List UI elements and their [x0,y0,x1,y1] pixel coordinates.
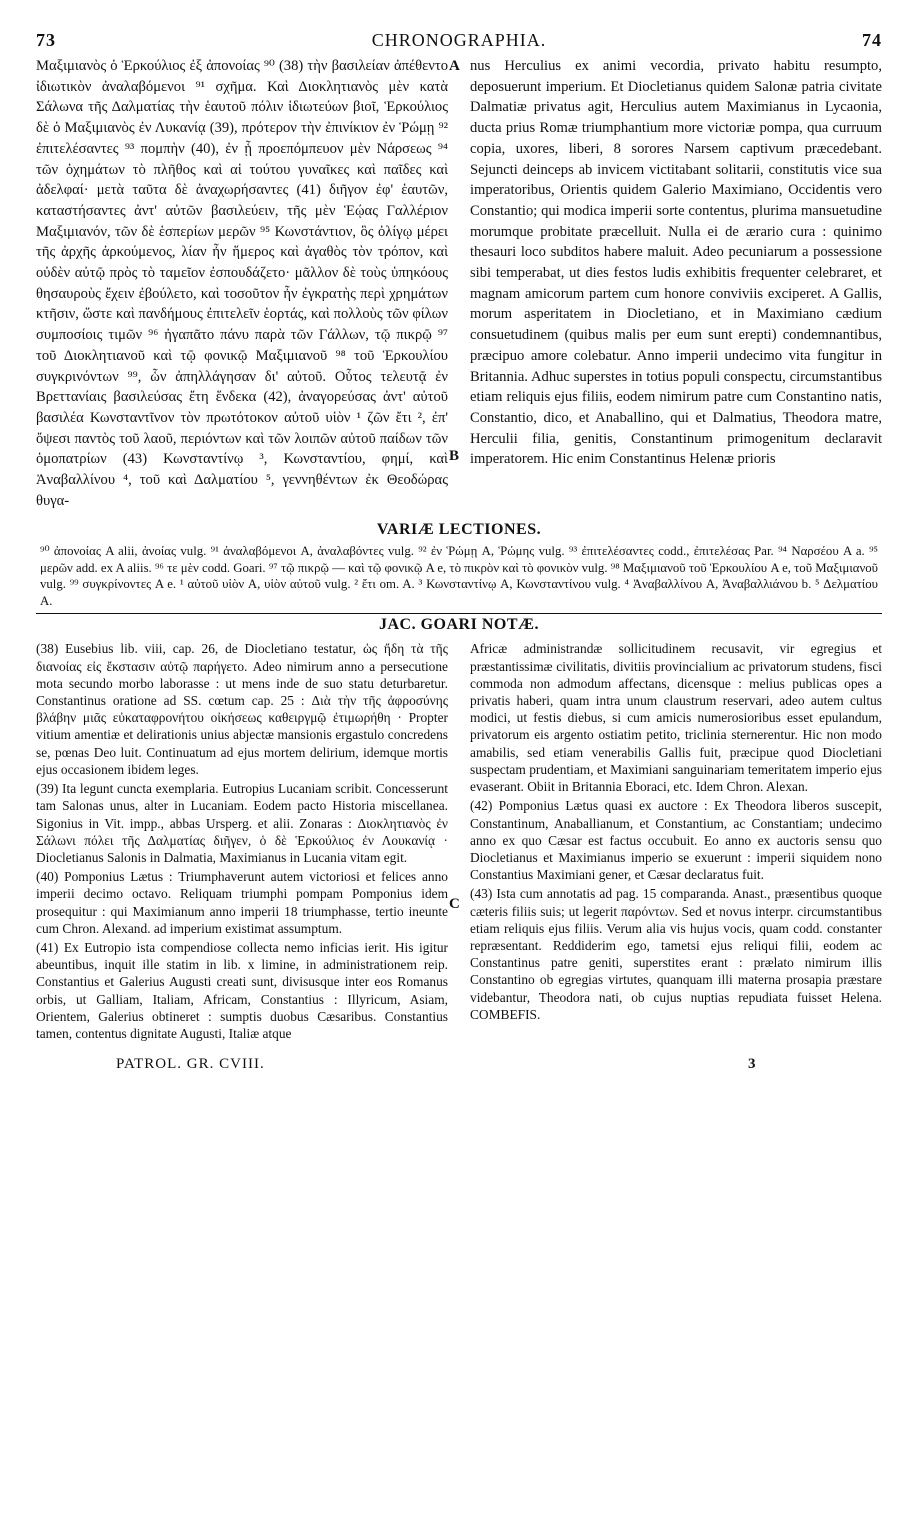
running-title: CHRONOGRAPHIA. [371,30,547,50]
variae-lectiones: ⁹⁰ ἀπονοίας A alii, ἀνοίας vulg. ⁹¹ ἀναλαβόμενοι A, ἀναλαβόντες vulg. ⁹² ἐν Ῥώμῃ A, Ῥώμης vulg. ⁹³ ἐπιτελέσαντες codd., ἐπιτελέσας Par. ⁹⁴ Ναρσέου A a. ⁹⁵ μερῶν add. ex A aliis. ⁹⁶ τε μὲν codd. Goari. ⁹⁷ τῷ πικρῷ — καὶ τῷ φονικῷ A e, τὸ πικρὸν καὶ τὸ φονικὸν vulg. ⁹⁸ Μαξιμιανοῦ τοῦ Ἑρκουλίου A e, τοῦ Μαξιμιανοῦ vulg. ⁹⁹ συγκρίνοντες A e. ¹ αὐτοῦ υἱὸν A, υἱὸν αὐτοῦ vulg. ² ἔτι om. A. ³ Κωνσταντίνῳ A, Κωνσταντίνου vulg. ⁴ Ἀναβαλλίνου A, Ἀναβαλλιάνου b. ⁵ Δελματίου A. [40,544,878,608]
notes-section [36,638,882,1042]
main-text [36,56,882,511]
greek-column [36,56,448,511]
note-41-continued: Africæ administrandæ sollicitudinem recusavit, vir egregius et præstantissimæ civilitatis, divitiis provincialium ac privatorum studens, fisci commoda non admodum affectans, dicensque : melius publicas opes a privatis haberi, quam intra unum claustrum reservari, adeo autem cultus modici, ut festis diebus, si cum amicis numerosioribus esset epulandum, privatorum eis argento ostiatim petito, triclinia sternerentur. Hic non modo amabilis, sed etiam venerabilis Gallis fuit, præcipue quod Diocletiani suspectam prudentiam, et Maximiani sanguinariam temeritatem imperio ejus evaserant. Obiit in Britannia Eboraci, etc. Idem Chron. Alexan. [470,641,882,795]
series-signature: PATROL. GR. CVIII. [116,1056,265,1073]
notes-left-column [36,638,448,1042]
note-41: (41) Ex Eutropio ista compendiose collecta nemo inficias ierit. His igitur abeuntibus, inquit ille statim in lib. x limine, in administrationem reip. Constantius et Galerius Augusti creati sunt, divisusque inter eos Romanus orbis, ut Galliam, Italiam, Africam, Constantius : Illyricum, Asiam, Orientem, Galerius obtineret : sumptis duobus Cæsaribus. Constantius tamen, contentus dignitate Augusti, Italiæ atque [36,939,448,1041]
note-38: (38) Eusebius lib. viii, cap. 26, de Diocletiano testatur, ὡς ἤδη τὰ τῆς διανοίας εἰς ἔκστασιν αὐτῷ παρήγετο. Adeo nimirum anno a persecutione mota secundo morbo laborasse : ut mens inde de suo statu deturbaretur. Constantinus oratione ad SS. cœtum cap. 25 : Διὰ τὴν τῆς ἀφροσύνης βλάβην μιᾶς εὐκαταφρονήτου οἰκήσεως καθειργμῷ ἐτιμωρήθη · Propter vitium amentiæ et delirationis unius abjectæ mansionis ergastulo concredens se, pœnas Deo luit. Continuatum ad ejus mortem delirium, idemque mortis ejus occasionem ibidem leges. [36,641,448,777]
right-page-number: 74 [862,30,882,50]
note-40: (40) Pomponius Lætus : Triumphaverunt autem victoriosi et felices anno imperii decimo octavo. Reliquam triumphi pompam Pomponius idem prosequitur : qui Maximianum anno imperii 18 triumphasse, tertio ineunte cum Chron. Alexand. ad imperium existimat assumptum. [36,869,448,936]
note-42: (42) Pomponius Lætus quasi ex auctore : Ex Theodora liberos suscepit, Constantinum, Anaballianum, et Constantium, ac Constantiam; undecimo anno ex quo Cæsar est factus occubuit. Eo anno ex auctoris sensu quo Diocletianus et Maximianus imperio se exuerunt : imperii siquidem nono Constantius Maximiani gener, et Cæsar declaratus fuit. [470,798,882,883]
latin-column [470,56,882,511]
notes-title: JAC. GOARI NOTÆ. [378,616,539,634]
column-marker-a: A [449,58,460,74]
page-footer [36,1056,882,1080]
notes-right-column [470,638,882,1042]
note-43: (43) Ista cum annotatis ad pag. 15 comparanda. Anast., præsentibus quoque cæteris filiis suis; ut legerit παρόντων. Sed et novus interpr. circumstantibus etiam reliquis ejus filiis. Verum alia vis hujus vocis, quam codd. constanter repræsentant. Reddiderim ego, tametsi ejus reliqui filii, eodem ac Constantinus patre geniti, superstites erant : prælato nimirum illis Constantino ob egregias virtutes, quanquam illi materna prosapia præstare videbantur, Theodora nati, ob cujus nuptias repudiata fuisset Helena. COMBEFIS. [470,886,882,1022]
left-page-number: 73 [36,30,56,50]
divider [36,613,882,614]
latin-paragraph: nus Herculius ex animi vecordia, privato habitu resumpto, deposuerunt imperium. Et Diocletianus quidem Salonæ patria civitate Dalmatiæ privatus agit, Herculius autem Maximianus in Lycaonia, ducta prius Romæ triumphantium more victoriæ pompa, qua curruum copia, uxores, liberi, 8 sorores Narsem captivum præcedebant. Sejuncti deinceps ab invicem victitabant solitarii, constitutis vice sua imperatoribus, Orientis quidem Galerio Maximiano, Occidentis vero Constantio; qui modica imperii sorte contentus, plurima mansuetudine morumque probitate præcelluit. Nulla ei de ærario cura : quinimo thesauri loco subditos habere maluit. Adeo pecuniarum a possessione sibi temperabat, ut dies festos ludis exhibitis frequenter celebraret, et magnam amicorum partem cum honore conviviis exciperet. A Gallis, morum asperitatem in Diocletiano, et in Maximiano cædium consuetudinem (quibus malis per eum sunt erepti) condemnantibus, præcipuo amore colebatur. Anno imperii undecimo vita fungitur in Britannia. Adhuc superstes in totius populi conspectu, circumstantibus etiam reliquis ejus filiis, eodem nimirum patre cum Constantino natis, Constantio, dico, et Anaballino, qui et Dalmatius, Theodora matre, Herculii filia, genitis, Constantinum primogenitum declaravit imperatorem. Hic enim Constantinus Helenæ prioris [470,58,882,468]
greek-paragraph: Μαξιμιανὸς ὁ Ἑρκούλιος ἐξ ἀπονοίας ⁹⁰ (38) τὴν βασιλείαν ἀπέθεντο ἰδιωτικὸν ἀναλαβόμενοι ⁹¹ σχῆμα. Καὶ Διοκλητιανὸς μὲν κατὰ Σάλωνα τῆς Δαλματίας τὴν ἑαυτοῦ πόλιν ἰδιωτεύων βιοῖ, Ἑρκούλιος δὲ ὁ Μαξιμιανὸς ἐν Λυκανίᾳ (39), πρότερον τὴν ἐπινίκιον ἐν Ῥώμῃ ⁹² ἐπιτελέσαντες ⁹³ πομπὴν (40), ἐν ᾗ προεπόμπευον μὲν Νάρσεως ⁹⁴ τῶν ὀχημάτων τὸ πλῆθος καὶ αἱ τούτου γυναῖκες καὶ παῖδες καὶ ἀδελφαί· μετὰ ταῦτα δὲ ἀναχωρήσαντες (41) διῆγον ἐφ' ἑαυτῶν, καταστήσαντες ἀντ' αὐτῶν βασιλεύειν, τῆς μὲν Ἑῴας Γαλλέριον Μαξιμιανόν, τῶν δὲ ἑσπερίων μερῶν ⁹⁵ Κωνστάντιον, ὃς ὀλίγῳ μέρει τῆς ἀρχῆς ἀρκούμενος, λίαν ἦν ἥμερος καὶ ἀγαθὸς τὸν τρόπον, καὶ οὐδὲν αὐτῷ πρὸς τὸ ταμεῖον ἐσπουδάζετο· μᾶλλον δὲ τοὺς ὑπηκόους θησαυροὺς ἔχειν ἐβούλετο, καὶ τοσοῦτον ἦν ἐγκρατὴς περὶ χρημάτων κτῆσιν, ὥστε καὶ πανδήμους ἐπιτελεῖν ἑορτάς, καὶ πολλοὺς τῶν φίλων συμποσίοις τιμῶν ⁹⁶ ἠγαπᾶτο πάνυ παρὰ τῶν Γάλλων, τῷ πικρῷ ⁹⁷ τοῦ Διοκλητιανοῦ καὶ τῷ φονικῷ Μαξιμιανοῦ ⁹⁸ τοῦ Ἑρκουλίου συγκρινόντων ⁹⁹, ὧν ἀπηλλάγησαν δι' αὐτοῦ. Οὗτος τελευτᾷ ἐν Βρεττανίαις βασιλεύσας ἔτη ἕνδεκα (42), ἀναγορεύσας ἀντ' αὐτοῦ βασιλέα Κωνσταντῖνον τὸν πρωτότοκον αὐτοῦ υἱὸν ¹ ζῶν ἔτι ², ἐπ' ὄψεσι παντὸς τοῦ λαοῦ, περιόντων καὶ τῶν λοιπῶν αὐτοῦ παίδων τῶν ὁμοπατρίων (43) Κωνσταντίνῳ ³, Κωνσταντίου, φημί, καὶ Ἀναβαλλίνου ⁴, τοῦ καὶ Δαλματίου ⁵, γεννηθέντων ἐκ Θεοδώρας θυγα- [36,58,448,509]
note-39: (39) Ita legunt cuncta exemplaria. Eutropius Lucaniam scribit. Concesserunt tam Salonas unus, alter in Lucaniam. Eodem pacto Historia miscellanea. Sigonius in Vit. impp., abbas Ursperg. et alii. Zonaras : Διοκλητιανὸς ἐν Σάλωνι πόλει τῆς Δαλματίας διῆγεν, ὁ δὲ Ἑρκούλιος ἐν Λουκανίᾳ · Diocletianus Salonis in Dalmatia, Maximianus in Lucania vitam egit. [36,781,448,865]
running-header [36,30,882,56]
gathering-number: 3 [748,1056,756,1073]
page [36,30,882,1080]
variae-title: VARIÆ LECTIONES. [376,521,542,539]
column-marker-b: B [449,448,460,464]
column-marker-c: C [449,896,460,913]
